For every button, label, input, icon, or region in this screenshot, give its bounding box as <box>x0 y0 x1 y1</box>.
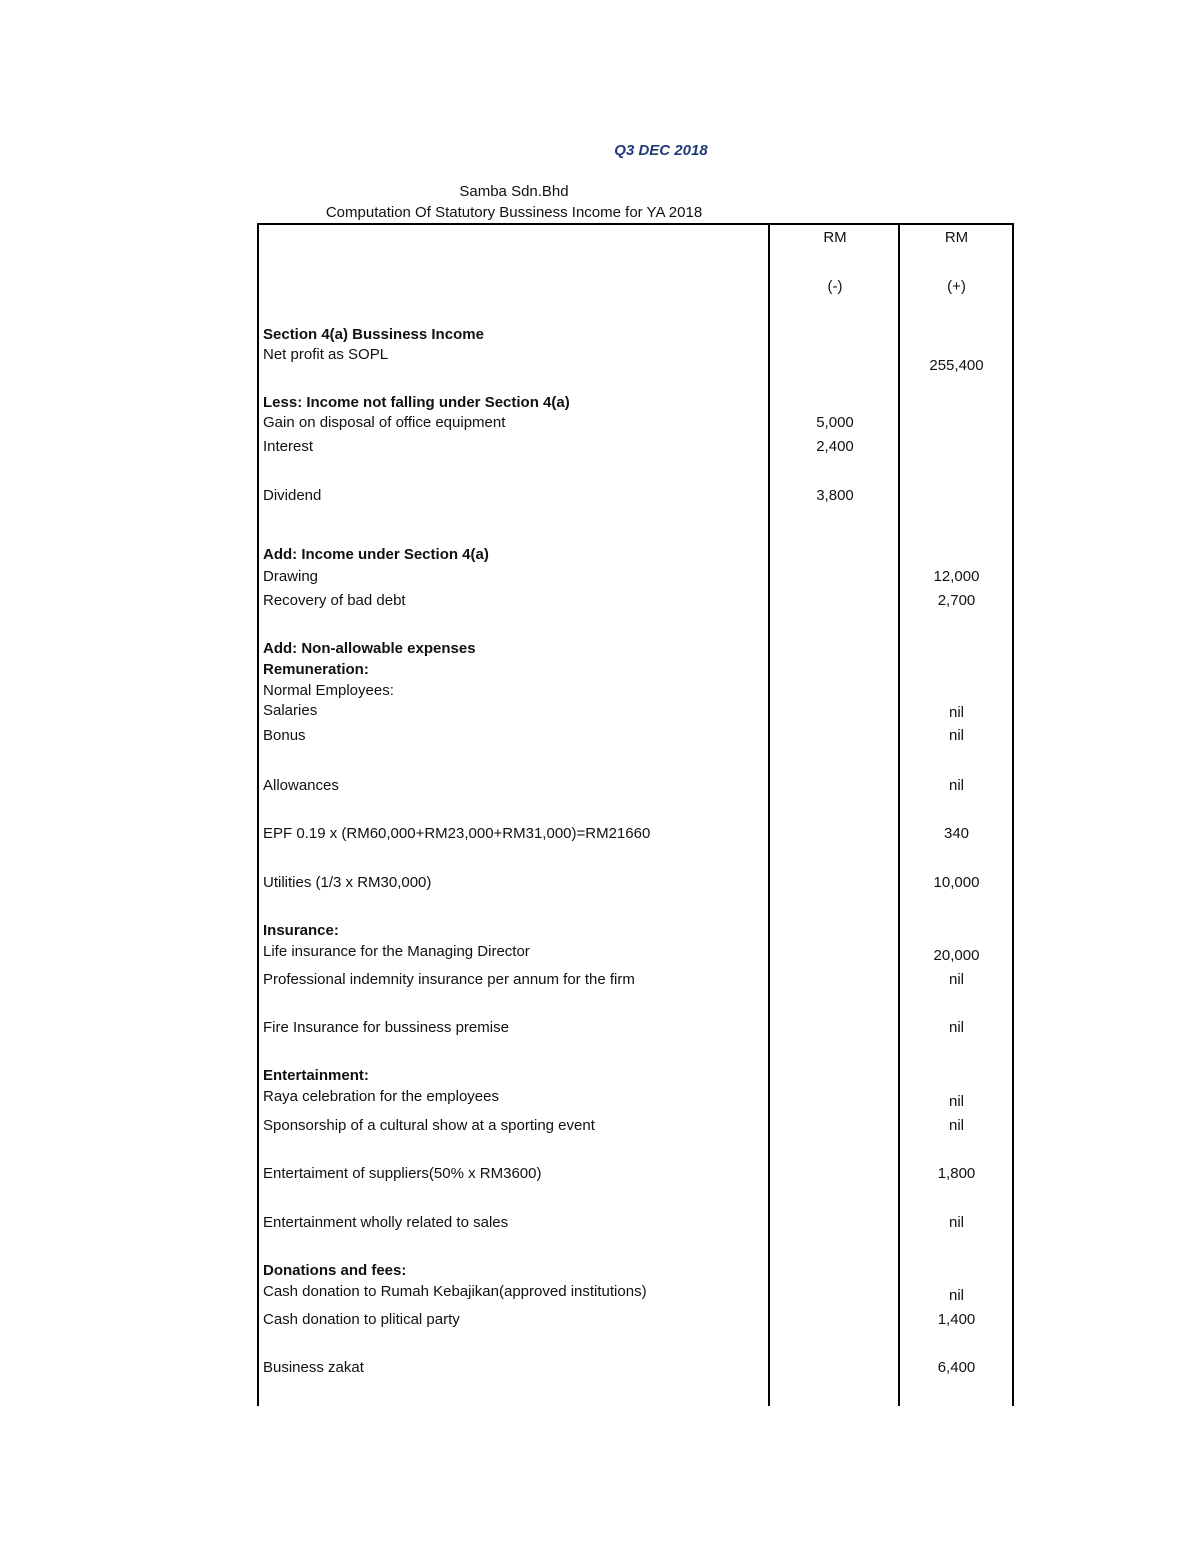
row-label: Fire Insurance for bussiness premise <box>263 1019 509 1036</box>
row-label: Donations and fees: <box>263 1262 407 1279</box>
row-label: Allowances <box>263 777 339 794</box>
row-label: Cash donation to Rumah Kebajikan(approved institutions) <box>263 1283 647 1300</box>
row-label: Remuneration: <box>263 661 369 678</box>
row-plus-value: 12,000 <box>933 568 980 585</box>
row-label: Business zakat <box>263 1359 364 1376</box>
col1-currency-header: RM <box>823 229 847 246</box>
page-title: Q3 DEC 2018 <box>614 142 708 159</box>
row-label: Life insurance for the Managing Director <box>263 943 530 960</box>
row-label: Salaries <box>263 702 318 719</box>
row-plus-value: nil <box>948 777 964 794</box>
row-label: Net profit as SOPL <box>263 346 389 363</box>
row-plus-value: 10,000 <box>933 874 980 891</box>
row-plus-value: nil <box>948 1117 964 1134</box>
row-label: Entertainment wholly related to sales <box>263 1214 509 1231</box>
row-label: Section 4(a) Bussiness Income <box>263 326 484 343</box>
row-label: Cash donation to plitical party <box>263 1311 460 1328</box>
row-plus-value: nil <box>948 1287 964 1304</box>
row-plus-value: 2,700 <box>937 592 976 609</box>
col2-sign-header: (+) <box>947 278 966 295</box>
row-plus-value: nil <box>948 704 964 721</box>
row-minus-value: 3,800 <box>816 487 854 504</box>
row-label: Dividend <box>263 487 322 504</box>
row-plus-value: nil <box>948 1214 964 1231</box>
row-label: Sponsorship of a cultural show at a sporting event <box>263 1117 595 1134</box>
row-plus-value: 1,800 <box>937 1165 976 1182</box>
row-plus-value: nil <box>948 1019 964 1036</box>
row-label: Entertainment: <box>263 1067 369 1084</box>
row-minus-value: 5,000 <box>816 414 854 431</box>
row-label: Interest <box>263 438 314 455</box>
row-plus-value: 340 <box>943 825 970 842</box>
row-minus-value: 2,400 <box>816 438 854 455</box>
company-name: Samba Sdn.Bhd <box>459 183 569 200</box>
row-label: Drawing <box>263 568 319 585</box>
row-label: EPF 0.19 x (RM60,000+RM23,000+RM31,000)=RM21660 <box>263 825 651 842</box>
row-label: Recovery of bad debt <box>263 592 406 609</box>
computation-title: Computation Of Statutory Bussiness Income for YA 2018 <box>325 204 703 221</box>
row-label: Less: Income not falling under Section 4(a) <box>263 394 570 411</box>
col1-sign-header: (-) <box>827 278 843 295</box>
column-divider-minus <box>768 223 770 1406</box>
row-label: Add: Non-allowable expenses <box>263 640 476 657</box>
row-label: Utilities (1/3 x RM30,000) <box>263 874 432 891</box>
row-plus-value: nil <box>948 1093 964 1110</box>
row-plus-value: 6,400 <box>937 1359 976 1376</box>
row-label: Insurance: <box>263 922 339 939</box>
row-label: Add: Income under Section 4(a) <box>263 546 489 563</box>
row-plus-value: 20,000 <box>933 947 980 964</box>
row-label: Professional indemnity insurance per annum for the firm <box>263 971 635 988</box>
row-plus-value: 1,400 <box>937 1311 976 1328</box>
row-label: Raya celebration for the employees <box>263 1088 499 1105</box>
row-plus-value: nil <box>948 971 964 988</box>
col2-currency-header: RM <box>944 229 969 246</box>
row-label: Normal Employees: <box>263 682 394 699</box>
row-label: Bonus <box>263 727 306 744</box>
row-label: Entertaiment of suppliers(50% x RM3600) <box>263 1165 542 1182</box>
row-label: Gain on disposal of office equipment <box>263 414 506 431</box>
row-plus-value: nil <box>948 727 964 744</box>
row-plus-value: 255,400 <box>929 357 984 374</box>
